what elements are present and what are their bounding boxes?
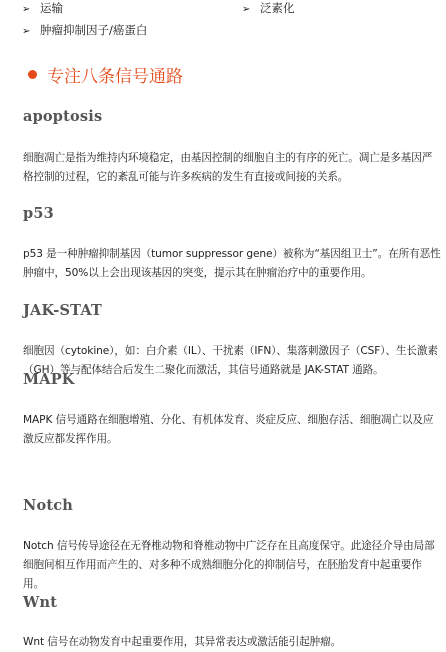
pathway-heading-apoptosis: apoptosis [23, 108, 103, 125]
arrow-bullet-icon: ➢ [242, 4, 251, 15]
pathway-heading-notch: Notch [23, 497, 73, 514]
pathway-heading-jak-stat: JAK-STAT [23, 302, 102, 319]
pathway-text-p53: p53 是一种肿瘤抑制基因（tumor suppressor gene）被称为“基因组卫士”。在所有恶性肿瘤中，50%以上会出现该基因的突变，提示其在肿瘤治疗中的重要作用。 [23, 248, 441, 279]
section-title-text: 专注八条信号通路 [47, 66, 183, 87]
pathway-heading-p53: p53 [23, 205, 54, 222]
arrow-bullet-icon: ➢ [22, 26, 31, 37]
pathway-text-mapk: MAPK 信号通路在细胞增殖、分化、有机体发育、炎症反应、细胞存活、细胞凋亡以及应激反应都发挥作用。 [23, 414, 434, 445]
pathway-text-notch: Notch 信号传导途径在无脊椎动物和脊椎动物中广泛存在且高度保守。此途径介导由局部细胞间相互作用而产生的、对多种不成熟细胞分化的抑制信号，在胚胎发育中起重要作用。 [23, 540, 435, 590]
list-item [242, 1, 295, 17]
arrow-bullet-icon: ➢ [22, 4, 31, 15]
pathway-text-wnt: Wnt 信号在动物发育中起重要作用，其异常表达或激活能引起肿瘤。 [23, 636, 342, 648]
list-item-label: 运输 [40, 1, 63, 15]
section-title [22, 63, 183, 85]
pathway-text-jak-stat: 细胞因（cytokine），如：白介素（IL）、干扰素（IFN）、集落刺激因子（CSF）、生长激素（GH）等与配体结合后发生二聚化而激活，其信号通路就是 JAK-STAT 通路。 [23, 345, 438, 376]
pathway-text-apoptosis: 细胞凋亡是指为维持内环境稳定，由基因控制的细胞自主的有序的死亡。凋亡是多基因严格控制的过程，它的紊乱可能与许多疾病的发生有直接或间接的关系。 [23, 152, 433, 183]
list-item [22, 1, 63, 17]
dot-bullet-icon [28, 70, 37, 79]
pathway-heading-mapk: MAPK [23, 371, 75, 388]
list-item-label: 肿瘤抑制因子/癌蛋白 [40, 23, 148, 37]
list-item-label: 泛素化 [260, 1, 295, 15]
pathway-heading-wnt: Wnt [23, 594, 58, 611]
list-item [22, 23, 147, 39]
